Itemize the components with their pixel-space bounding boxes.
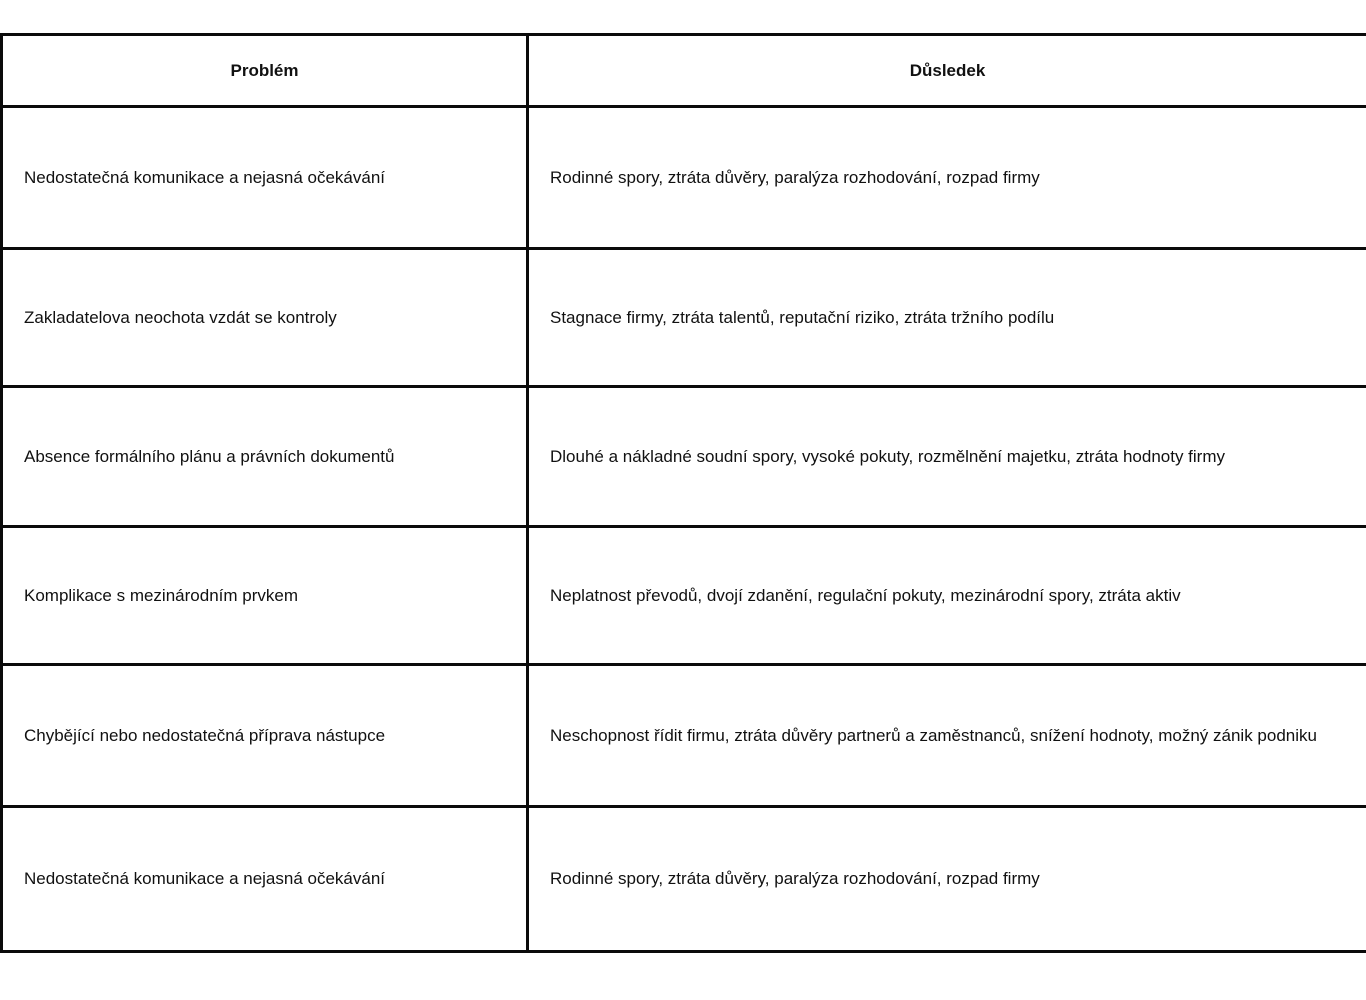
consequence-cell: Rodinné spory, ztráta důvěry, paralýza rozhodování, rozpad firmy xyxy=(528,107,1366,249)
consequence-cell: Stagnace firmy, ztráta talentů, reputační riziko, ztráta tržního podílu xyxy=(528,249,1366,387)
problem-cell: Absence formálního plánu a právních dokumentů xyxy=(2,387,528,527)
consequence-cell: Dlouhé a nákladné soudní spory, vysoké pokuty, rozmělnění majetku, ztráta hodnoty firmy xyxy=(528,387,1366,527)
problem-cell: Nedostatečná komunikace a nejasná očekávání xyxy=(2,107,528,249)
problem-consequence-table-container xyxy=(0,33,1366,953)
consequence-cell: Neplatnost převodů, dvojí zdanění, regulační pokuty, mezinárodní spory, ztráta aktiv xyxy=(528,527,1366,665)
table-header-row xyxy=(2,35,1366,107)
table-row xyxy=(2,527,1366,665)
table-row xyxy=(2,807,1366,952)
consequence-cell: Rodinné spory, ztráta důvěry, paralýza rozhodování, rozpad firmy xyxy=(528,807,1366,952)
table-row xyxy=(2,249,1366,387)
problem-cell: Chybějící nebo nedostatečná příprava nástupce xyxy=(2,665,528,807)
column-header-problem: Problém xyxy=(2,35,528,107)
consequence-cell: Neschopnost řídit firmu, ztráta důvěry partnerů a zaměstnanců, snížení hodnoty, možný zánik podniku xyxy=(528,665,1366,807)
problem-cell: Nedostatečná komunikace a nejasná očekávání xyxy=(2,807,528,952)
table-row xyxy=(2,107,1366,249)
table-row xyxy=(2,665,1366,807)
problem-cell: Zakladatelova neochota vzdát se kontroly xyxy=(2,249,528,387)
table-row xyxy=(2,387,1366,527)
problem-consequence-table xyxy=(0,33,1366,953)
column-header-consequence: Důsledek xyxy=(528,35,1366,107)
problem-cell: Komplikace s mezinárodním prvkem xyxy=(2,527,528,665)
